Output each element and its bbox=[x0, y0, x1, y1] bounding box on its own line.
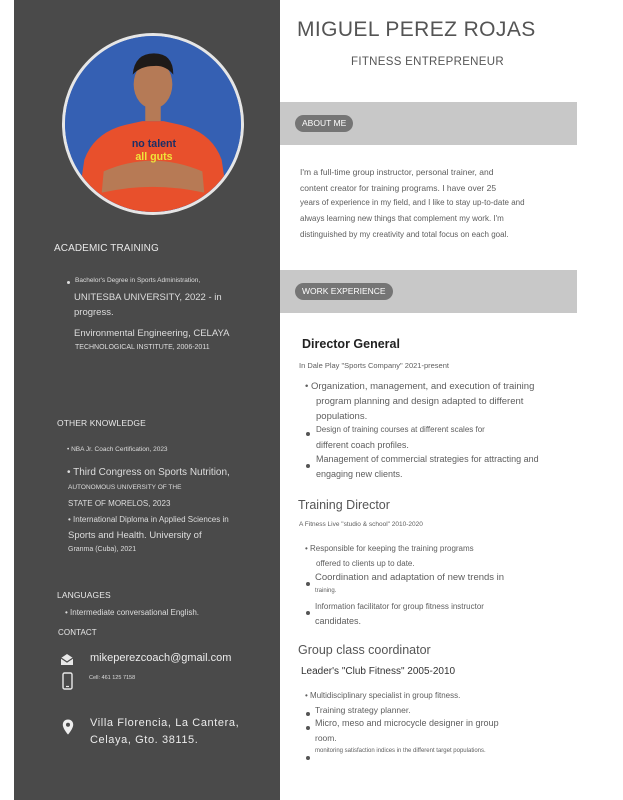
job-3-line-3: Micro, meso and microcycle designer in group bbox=[315, 718, 499, 728]
job-2-bullet bbox=[306, 582, 310, 586]
academic-line-2: UNITESBA UNIVERSITY, 2022 - in bbox=[74, 292, 222, 303]
about-line-5: distinguished by my creativity and total focus on each goal. bbox=[300, 230, 509, 239]
job-3-bullet bbox=[306, 756, 310, 760]
about-line-1: I'm a full-time group instructor, personal trainer, and bbox=[300, 167, 494, 177]
work-band bbox=[280, 270, 577, 313]
sidebar bbox=[14, 0, 280, 800]
shirt-text-2: all guts bbox=[135, 150, 173, 163]
job-1-line-2: program planning and design adapted to different bbox=[316, 396, 524, 407]
job-1-line-5: different coach profiles. bbox=[316, 440, 409, 450]
knowledge-line-4: STATE OF MORELOS, 2023 bbox=[68, 499, 171, 508]
job-3-company: Leader's "Club Fitness" 2005-2010 bbox=[301, 666, 456, 677]
profile-photo-illustration bbox=[65, 36, 241, 212]
about-band bbox=[280, 102, 577, 145]
job-1-bullet bbox=[306, 464, 310, 468]
job-3-title: Group class coordinator bbox=[298, 643, 431, 657]
about-heading: ABOUT ME bbox=[295, 115, 353, 132]
job-1-line-4: Design of training courses at different scales for bbox=[316, 425, 485, 434]
job-3-line-1: • Multidisciplinary specialist in group fitness. bbox=[305, 691, 461, 700]
knowledge-line-1: • NBA Jr. Coach Certification, 2023 bbox=[67, 446, 168, 453]
knowledge-line-5: • International Diploma in Applied Sciences in bbox=[68, 515, 229, 524]
job-1-company: In Dale Play "Sports Company" 2021-present bbox=[299, 361, 449, 370]
phone-text[interactable]: Cell: 461 125 7158 bbox=[89, 675, 136, 681]
work-heading: WORK EXPERIENCE bbox=[295, 283, 393, 300]
shirt-text-1: no talent bbox=[131, 138, 177, 151]
job-3-line-4: room. bbox=[315, 733, 337, 743]
profile-photo bbox=[62, 33, 244, 215]
academic-line-5: TECHNOLOGICAL INSTITUTE, 2006-2011 bbox=[75, 344, 210, 351]
knowledge-line-2: • Third Congress on Sports Nutrition, bbox=[67, 467, 230, 478]
job-2-line-4: training. bbox=[315, 588, 337, 594]
academic-line-3: progress. bbox=[74, 307, 114, 318]
candidate-name: MIGUEL PEREZ ROJAS bbox=[297, 18, 536, 41]
about-line-3: years of experience in my field, and I like to stay up-to-date and bbox=[300, 198, 525, 207]
academic-line-4: Environmental Engineering, CELAYA bbox=[74, 328, 230, 339]
location-pin-icon bbox=[62, 719, 74, 735]
job-3-bullet bbox=[306, 712, 310, 716]
address-line-2: Celaya, Gto. 38115. bbox=[90, 734, 199, 746]
candidate-title: FITNESS ENTREPRENEUR bbox=[351, 56, 504, 68]
job-3-line-5: monitoring satisfaction indices in the different target populations. bbox=[315, 748, 486, 754]
job-1-line-7: engaging new clients. bbox=[316, 469, 403, 479]
job-2-title: Training Director bbox=[298, 498, 390, 512]
job-2-line-6: candidates. bbox=[315, 616, 362, 626]
knowledge-line-6: Sports and Health. University of bbox=[68, 530, 202, 541]
about-line-4: always learning new things that complement my work. I'm bbox=[300, 214, 504, 223]
address-line-1: Villa Florencia, La Cantera, bbox=[90, 717, 240, 729]
academic-heading: ACADEMIC TRAINING bbox=[54, 243, 159, 254]
job-1-title: Director General bbox=[302, 337, 400, 351]
email-icon bbox=[60, 653, 74, 666]
about-line-2: content creator for training programs. I have over 25 bbox=[300, 183, 497, 193]
contact-heading: CONTACT bbox=[58, 628, 97, 637]
phone-icon bbox=[62, 672, 73, 690]
languages-heading: LANGUAGES bbox=[57, 590, 111, 600]
job-1-line-3: populations. bbox=[316, 411, 368, 422]
knowledge-heading: OTHER KNOWLEDGE bbox=[57, 418, 146, 428]
academic-line-1: Bachelor's Degree in Sports Administration, bbox=[75, 277, 201, 284]
job-3-bullet bbox=[306, 726, 310, 730]
job-2-company: A Fitness Live "studio & school" 2010-2020 bbox=[299, 521, 423, 528]
job-2-line-3: Coordination and adaptation of new trends in bbox=[315, 572, 505, 583]
job-1-line-1: • Organization, management, and execution of training bbox=[305, 381, 535, 392]
knowledge-line-3: AUTONOMOUS UNIVERSITY OF THE bbox=[68, 484, 182, 491]
email-text[interactable]: mikeperezcoach@gmail.com bbox=[90, 652, 232, 664]
job-1-line-6: Management of commercial strategies for attracting and bbox=[316, 454, 539, 464]
knowledge-line-7: Granma (Cuba), 2021 bbox=[68, 546, 137, 553]
job-2-line-5: Information facilitator for group fitness instructor bbox=[315, 602, 484, 611]
job-2-bullet bbox=[306, 611, 310, 615]
languages-item: • Intermediate conversational English. bbox=[65, 608, 199, 617]
job-3-line-2: Training strategy planner. bbox=[315, 705, 411, 715]
job-2-line-1: • Responsible for keeping the training programs bbox=[305, 544, 474, 553]
academic-bullet bbox=[67, 281, 70, 284]
job-1-bullet bbox=[306, 432, 310, 436]
job-2-line-2: offered to clients up to date. bbox=[316, 559, 415, 568]
